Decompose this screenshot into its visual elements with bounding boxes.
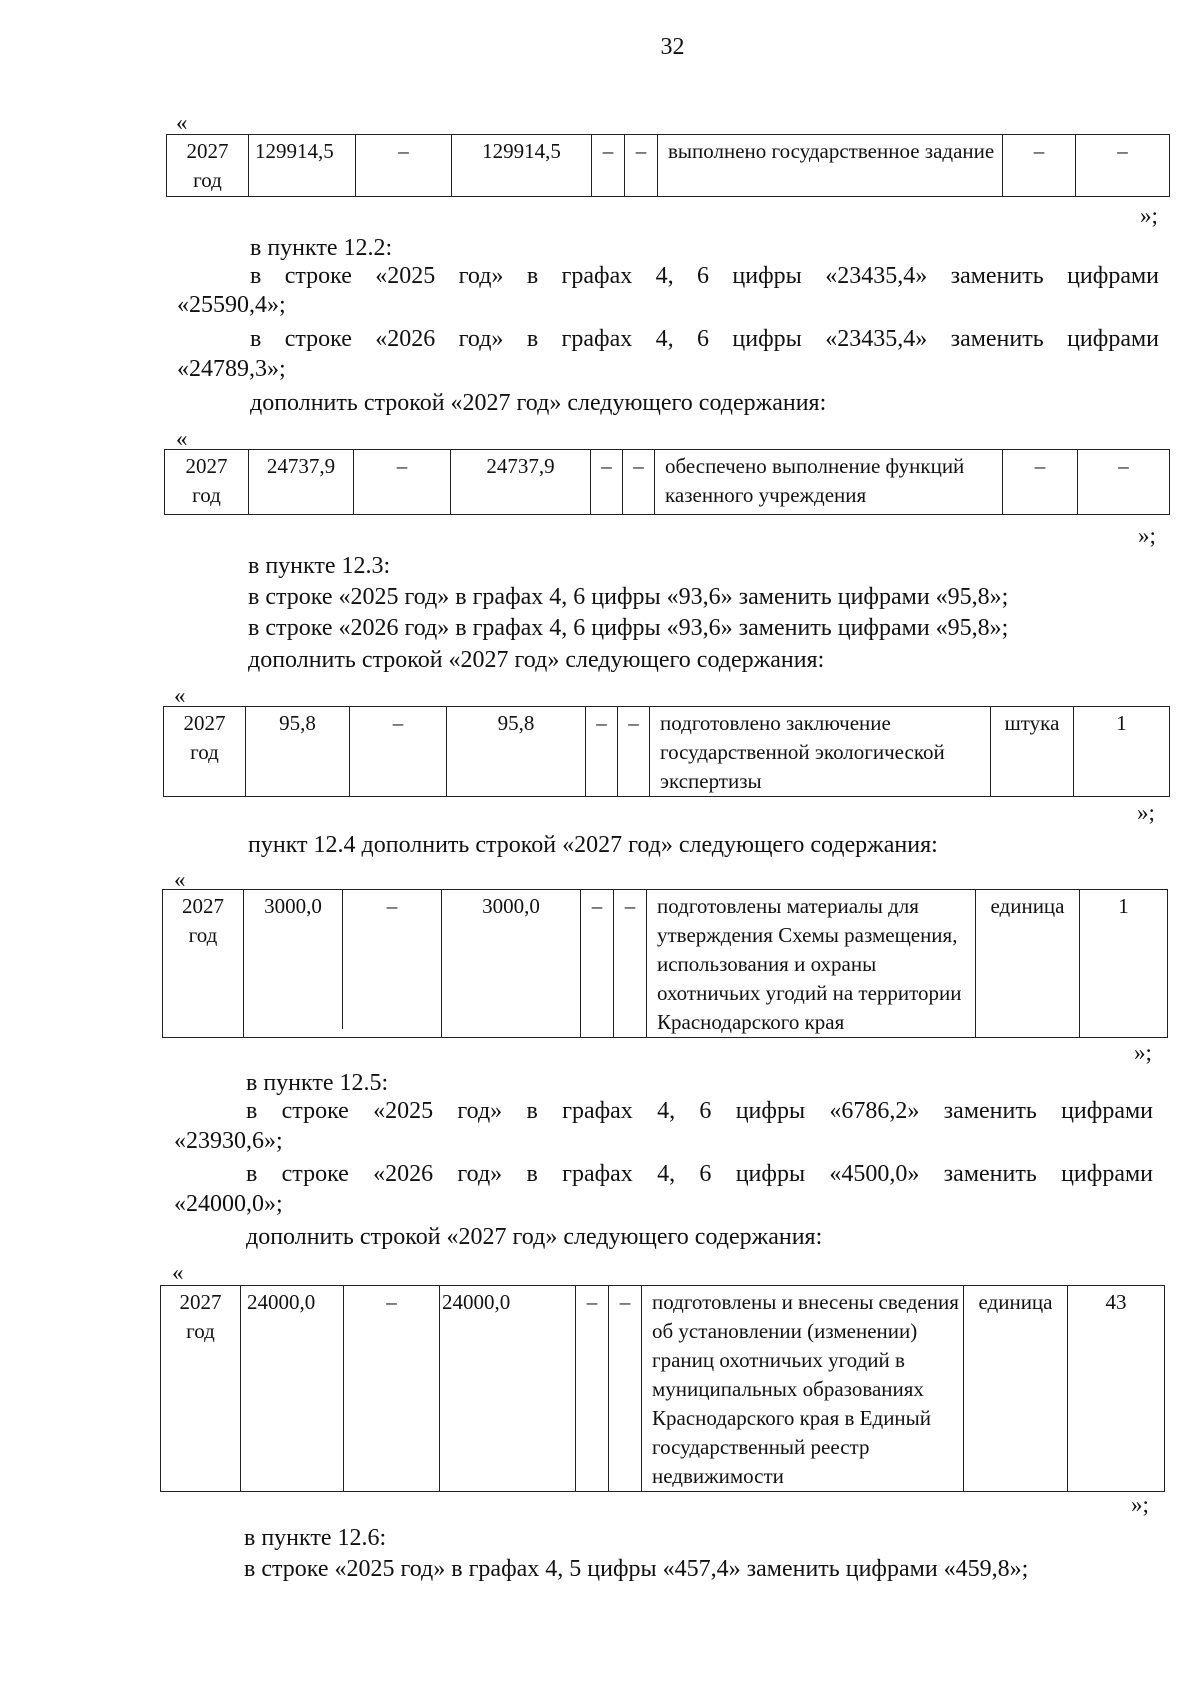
unit-cell: единица	[964, 1286, 1068, 1492]
para-12-6-line1: в строке «2025 год» в графах 4, 5 цифры «457,4» заменить цифрами «459,8»;	[244, 1556, 1029, 1582]
col3-cell: –	[356, 135, 452, 197]
result-cell: подготовлены и внесены сведения об установлении (изменении) границ охотничьих угодий в муниципальных образованиях Краснодарского края в Единый государственный реестр недвижимости	[642, 1286, 964, 1492]
para-12-3-add: дополнить строкой «2027 год» следующего содержания:	[248, 647, 825, 673]
col4-cell: 24000,0	[440, 1286, 576, 1492]
col5-cell: –	[592, 135, 625, 197]
total-cell: 95,8	[246, 707, 350, 797]
col5-cell: –	[586, 707, 618, 797]
para-12-5-heading: в пункте 12.5:	[246, 1070, 389, 1096]
col3-cell: –	[350, 707, 447, 797]
table-row	[167, 135, 1170, 197]
para-12-2-add: дополнить строкой «2027 год» следующего содержания:	[250, 390, 827, 416]
col6-cell: –	[609, 1286, 642, 1492]
para-12-5-line1-end: «23930,6»;	[174, 1128, 283, 1154]
year-cell: 2027 год	[165, 450, 249, 515]
para-12-2-heading: в пункте 12.2:	[250, 235, 393, 261]
col6-cell: –	[614, 890, 647, 1038]
quote-close: »;	[1131, 1492, 1149, 1517]
unit-cell: –	[1003, 450, 1078, 515]
para-12-5-line1: в строке «2025 год» в графах 4, 6 цифры «6786,2» заменить цифрами	[246, 1098, 1153, 1124]
para-12-4: пункт 12.4 дополнить строкой «2027 год» следующего содержания:	[248, 832, 938, 858]
year-cell: 2027 год	[161, 1286, 241, 1492]
insertion-table-1	[166, 134, 1170, 197]
para-12-3-line2: в строке «2026 год» в графах 4, 6 цифры «93,6» заменить цифрами «95,8»;	[248, 615, 1009, 641]
insertion-table-4	[162, 889, 1168, 1038]
unit-cell: штука	[991, 707, 1074, 797]
insertion-table-3	[163, 706, 1170, 797]
table-row	[161, 1286, 1165, 1492]
total-cell: 3000,0	[244, 890, 343, 1029]
quote-open: «	[176, 426, 188, 451]
page-number: 32	[660, 34, 685, 60]
col4-cell: 95,8	[447, 707, 586, 797]
para-12-6-heading: в пункте 12.6:	[244, 1525, 387, 1551]
para-12-2-line2-end: «24789,3»;	[177, 356, 286, 382]
col4-cell: 129914,5	[452, 135, 592, 197]
year-cell: 2027 год	[164, 707, 246, 797]
quote-close: »;	[1134, 1040, 1152, 1065]
table-row	[163, 890, 1168, 1038]
para-12-5-line2: в строке «2026 год» в графах 4, 6 цифры «4500,0» заменить цифрами	[246, 1161, 1153, 1187]
para-12-3-heading: в пункте 12.3:	[248, 553, 391, 579]
col4-cell: 3000,0	[442, 890, 581, 1038]
para-12-2-line1: в строке «2025 год» в графах 4, 6 цифры «23435,4» заменить цифрами	[250, 263, 1159, 289]
para-12-2-line1-end: «25590,4»;	[177, 292, 286, 318]
value-cell: –	[1078, 450, 1170, 515]
quote-open: «	[174, 683, 186, 708]
quote-close: »;	[1138, 523, 1156, 548]
result-cell: обеспечено выполнение функций казенного учреждения	[655, 450, 1003, 515]
value-cell: –	[1076, 135, 1170, 197]
unit-cell: –	[1003, 135, 1076, 197]
col5-cell: –	[591, 450, 623, 515]
quote-open: «	[172, 1260, 184, 1285]
col5-cell: –	[581, 890, 614, 1038]
col6-cell: –	[625, 135, 658, 197]
col3-cell: –	[344, 1286, 440, 1492]
result-cell: выполнено государственное задание	[658, 135, 1003, 197]
para-12-2-line2: в строке «2026 год» в графах 4, 6 цифры «23435,4» заменить цифрами	[250, 326, 1159, 352]
total-and-col3-cell	[244, 890, 442, 1038]
col6-cell: –	[618, 707, 650, 797]
result-cell: подготовлено заключение государственной экологической экспертизы	[650, 707, 991, 797]
unit-cell: единица	[976, 890, 1080, 1038]
insertion-table-5	[160, 1285, 1165, 1492]
para-12-5-add: дополнить строкой «2027 год» следующего содержания:	[246, 1224, 823, 1250]
value-cell: 1	[1080, 890, 1168, 1038]
para-12-5-line2-end: «24000,0»;	[174, 1191, 283, 1217]
year-cell: 2027 год	[167, 135, 249, 197]
result-cell: подготовлены материалы для утверждения Схемы размещения, использования и охраны охотничьих угодий на территории Краснодарского края	[647, 890, 976, 1038]
col5-cell: –	[576, 1286, 609, 1492]
total-cell: 24737,9	[249, 450, 354, 515]
value-cell: 43	[1068, 1286, 1165, 1492]
col4-cell: 24737,9	[451, 450, 591, 515]
quote-open: «	[174, 867, 186, 892]
table-row	[165, 450, 1170, 515]
quote-close: »;	[1140, 203, 1158, 228]
year-cell: 2027 год	[163, 890, 244, 1038]
total-cell: 24000,0	[241, 1286, 344, 1492]
table-row	[164, 707, 1170, 797]
col3-cell: –	[386, 894, 398, 918]
insertion-table-2	[164, 449, 1170, 515]
para-12-3-line1: в строке «2025 год» в графах 4, 6 цифры «93,6» заменить цифрами «95,8»;	[248, 584, 1009, 610]
col6-cell: –	[623, 450, 655, 515]
col3-cell: –	[354, 450, 451, 515]
quote-close: »;	[1137, 800, 1155, 825]
quote-open: «	[176, 110, 188, 135]
value-cell: 1	[1074, 707, 1170, 797]
total-cell: 129914,5	[249, 135, 356, 197]
